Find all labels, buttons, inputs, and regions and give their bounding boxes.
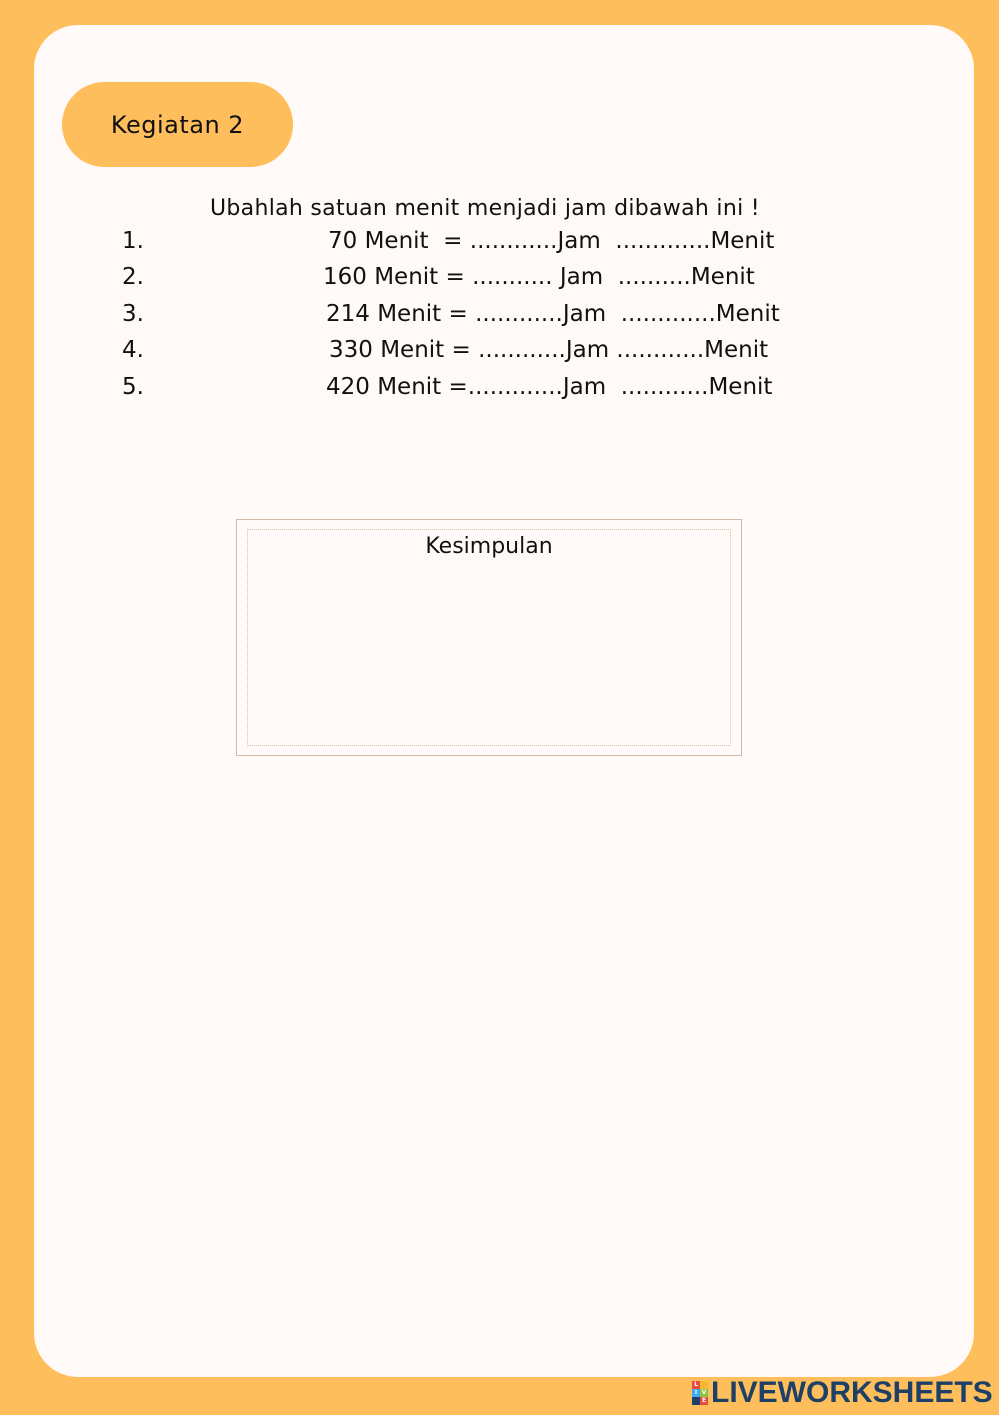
logo-mark-block — [692, 1397, 700, 1405]
question-expression[interactable]: 70 Menit = ............Jam .............Menit — [328, 228, 775, 254]
logo-mark-block — [700, 1381, 708, 1389]
conclusion-inner-border — [247, 529, 731, 746]
conclusion-title: Kesimpulan — [425, 534, 553, 559]
activity-label: Kegiatan 2 — [110, 110, 245, 139]
conclusion-box[interactable] — [236, 519, 742, 756]
logo-mark-letter: I — [692, 1389, 700, 1397]
question-row — [0, 337, 999, 373]
question-row — [0, 228, 999, 264]
instruction-text: Ubahlah satuan menit menjadi jam dibawah ini ! — [210, 196, 760, 221]
question-row — [0, 301, 999, 337]
question-number: 1. — [122, 228, 144, 254]
question-number: 4. — [122, 337, 144, 363]
logo-mark-icon — [692, 1381, 708, 1405]
question-number: 3. — [122, 301, 144, 327]
question-expression[interactable]: 420 Menit =.............Jam ............Menit — [326, 374, 773, 400]
logo-mark-letter: V — [701, 1389, 707, 1396]
question-expression[interactable]: 330 Menit = ............Jam ............Menit — [329, 337, 769, 363]
activity-badge — [62, 82, 293, 167]
question-row — [0, 264, 999, 300]
liveworksheets-logo[interactable] — [692, 1378, 993, 1408]
question-row — [0, 374, 999, 410]
question-number: 2. — [122, 264, 144, 290]
logo-text: LIVEWORKSHEETS — [711, 1376, 993, 1409]
logo-mark-letter: E — [701, 1397, 707, 1404]
logo-mark-letter: L — [692, 1381, 700, 1389]
question-number: 5. — [122, 374, 144, 400]
question-expression[interactable]: 214 Menit = ............Jam .............Menit — [326, 301, 780, 327]
question-expression[interactable]: 160 Menit = ........... Jam ..........Menit — [323, 264, 755, 290]
